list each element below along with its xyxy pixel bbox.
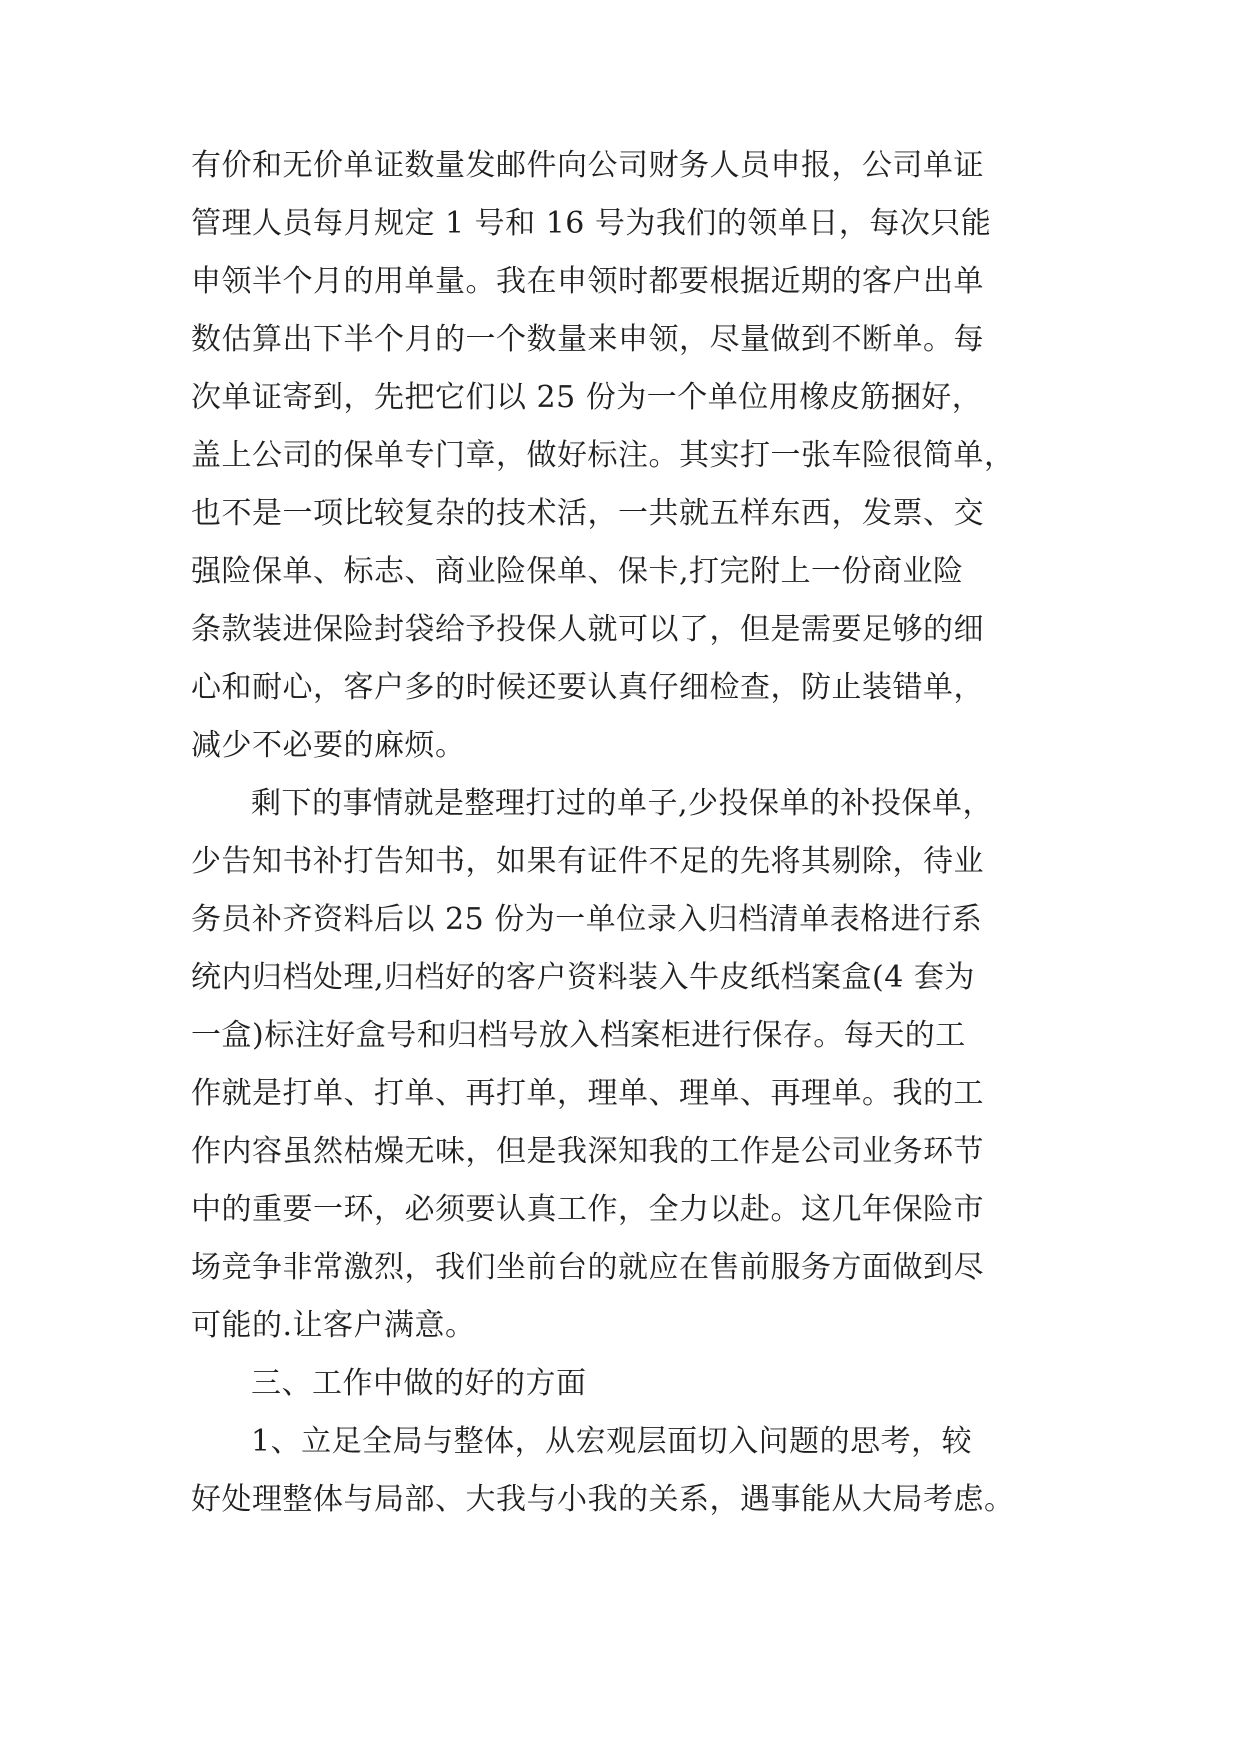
section-heading: 三、工作中做的好的方面	[251, 1366, 587, 1401]
text-line: 次单证寄到，先把它们以 25 份为一个单位用橡皮筋捆好，	[191, 380, 983, 415]
text-line: 有价和无价单证数量发邮件向公司财务人员申报，公司单证	[191, 148, 984, 183]
text-line: 统内归档处理,归档好的客户资料装入牛皮纸档案盒(4 套为	[191, 960, 975, 995]
text-line: 务员补齐资料后以 25 份为一单位录入归档清单表格进行系	[191, 902, 983, 937]
paragraph-start-line: 剩下的事情就是整理打过的单子,少投保单的补投保单，	[251, 786, 994, 821]
text-line: 管理人员每月规定 1 号和 16 号为我们的领单日，每次只能	[191, 206, 992, 241]
text-line: 也不是一项比较复杂的技术活，一共就五样东西，发票、交	[191, 496, 984, 531]
text-line: 作内容虽然枯燥无味，但是我深知我的工作是公司业务环节	[191, 1134, 984, 1169]
text-line: 申领半个月的用单量。我在申领时都要根据近期的客户出单	[191, 264, 984, 299]
text-line: 中的重要一环，必须要认真工作，全力以赴。这几年保险市	[191, 1192, 984, 1227]
text-line: 可能的.让客户满意。	[191, 1308, 476, 1343]
text-line: 少告知书补打告知书，如果有证件不足的先将其剔除，待业	[191, 844, 984, 879]
text-line: 作就是打单、打单、再打单，理单、理单、再理单。我的工	[191, 1076, 984, 1111]
text-line: 心和耐心，客户多的时候还要认真仔细检查，防止装错单，	[191, 670, 984, 705]
text-line: 好处理整体与局部、大我与小我的关系，遇事能从大局考虑。	[191, 1482, 1015, 1517]
text-line: 场竞争非常激烈，我们坐前台的就应在售前服务方面做到尽	[191, 1250, 984, 1285]
text-line: 数估算出下半个月的一个数量来申领，尽量做到不断单。每	[191, 322, 984, 357]
text-line: 条款装进保险封袋给予投保人就可以了，但是需要足够的细	[191, 612, 984, 647]
text-line: 一盒)标注好盒号和归档号放入档案柜进行保存。每天的工	[191, 1018, 966, 1053]
text-line: 盖上公司的保单专门章，做好标注。其实打一张车险很简单，	[191, 438, 1015, 473]
paragraph-start-line: 1、立足全局与整体，从宏观层面切入问题的思考，较	[251, 1424, 973, 1459]
text-line: 强险保单、标志、商业险保单、保卡,打完附上一份商业险	[191, 554, 964, 589]
text-line: 减少不必要的麻烦。	[191, 728, 466, 763]
